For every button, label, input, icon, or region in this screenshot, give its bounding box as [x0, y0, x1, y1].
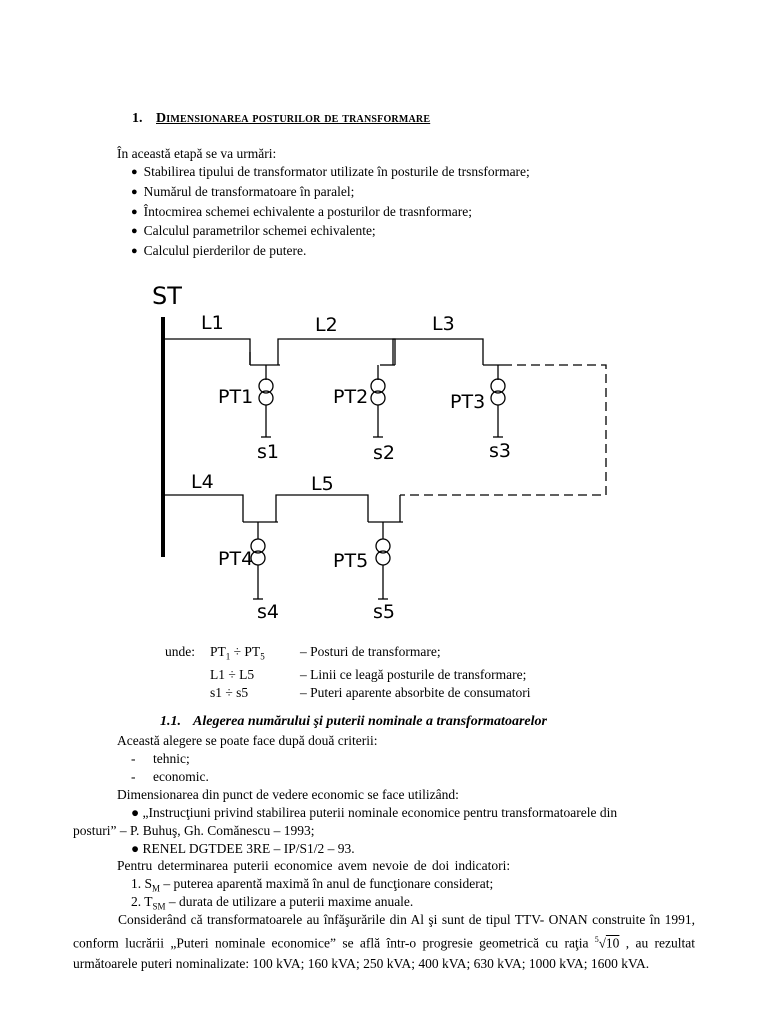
final-paragraph: Considerând că transformatoarele au înfăşurările din Al şi sunt de tipul TTV- ONAN construite în 1991, conform lucrării „Puteri nominale economice” se află într-o progresie geometrică cu raţia $^5$√10 , au rezultat următoarele puteri nominalizate: 100 kVA; 160 kVA; 250 kVA; 400 kVA; 630 kVA; 1000 kVA; 1600 kVA.	[73, 912, 695, 971]
section-number: 1.	[132, 111, 143, 126]
reference-item: posturi” – P. Buhuş, Gh. Comănescu – 1993;	[73, 823, 315, 838]
line-label: L5	[311, 473, 334, 495]
list-item: - tehnic;	[131, 751, 190, 766]
list-item: ● Calculul parametrilor schemei echivalente;	[131, 222, 530, 242]
line-label: L2	[315, 314, 338, 336]
subsection-number: 1.1.	[160, 714, 181, 729]
intro-text: În această etapă se va urmări:	[117, 146, 277, 161]
legend-description: – Posturi de transformare;	[300, 644, 441, 659]
subsection-heading	[160, 714, 547, 730]
post-label: PT4	[218, 548, 254, 570]
line-label: L1	[201, 312, 224, 334]
legend-description: – Puteri aparente absorbite de consumatori	[300, 684, 531, 700]
list-item: ● Numărul de transformatoare în paralel;	[131, 183, 530, 203]
network-diagram	[128, 252, 628, 632]
section-title: Dimensionarea posturilor de transformare	[156, 111, 431, 126]
line-label: L3	[432, 313, 455, 335]
reference-item: ● „Instrucţiuni privind stabilirea puterii nominale economice pentru transformatoarele din	[131, 805, 618, 820]
subsection-title: Alegerea numărului şi puterii nominale a transformatoarelor	[193, 714, 547, 729]
paragraph: Dimensionarea din punct de vedere economic se face utilizând:	[117, 787, 459, 802]
list-item: ● Stabilirea tipului de transformator utilizate în posturile de trsnsformare;	[131, 163, 530, 183]
legend-symbol: L1 ÷ L5	[210, 666, 255, 682]
indicator-item: 1. $S_M$ – puterea aparentă maximă în anul de funcţionare considerat;	[131, 876, 494, 894]
paragraph: Pentru determinarea puterii economice avem nevoie de doi indicatori:	[117, 858, 511, 873]
task-list	[131, 163, 530, 262]
load-label: s4	[257, 601, 279, 623]
legend-prefix: unde:	[165, 644, 195, 659]
list-item: - economic.	[131, 769, 209, 784]
paragraph: Această alegere se poate face după două criterii:	[117, 733, 378, 748]
post-label: PT1	[218, 386, 254, 408]
section-heading	[132, 111, 430, 127]
legend-description: – Linii ce leagă posturile de transformare;	[300, 666, 527, 682]
load-label: s3	[489, 440, 511, 462]
load-label: s2	[373, 442, 395, 464]
legend-symbol: $PT_1 \div PT_5$	[210, 644, 265, 662]
load-label: s5	[373, 601, 395, 623]
line-label: L4	[191, 471, 214, 493]
post-label: PT2	[333, 386, 369, 408]
station-label: ST	[152, 282, 182, 310]
post-label: PT5	[333, 550, 369, 572]
legend-symbol: s1 ÷ s5	[210, 684, 249, 700]
load-label: s1	[257, 441, 279, 463]
post-label: PT3	[450, 391, 486, 413]
list-item: ● Calculul pierderilor de putere.	[131, 242, 530, 262]
list-item: ● Întocmirea schemei echivalente a posturilor de trasnformare;	[131, 203, 530, 223]
indicator-item: 2. $T_{SM}$ – durata de utilizare a puterii maxime anuale.	[131, 894, 414, 912]
diagram-legend	[165, 643, 531, 702]
reference-item: ● RENEL DGTDEE 3RE – IP/S1/2 – 93.	[131, 841, 355, 856]
